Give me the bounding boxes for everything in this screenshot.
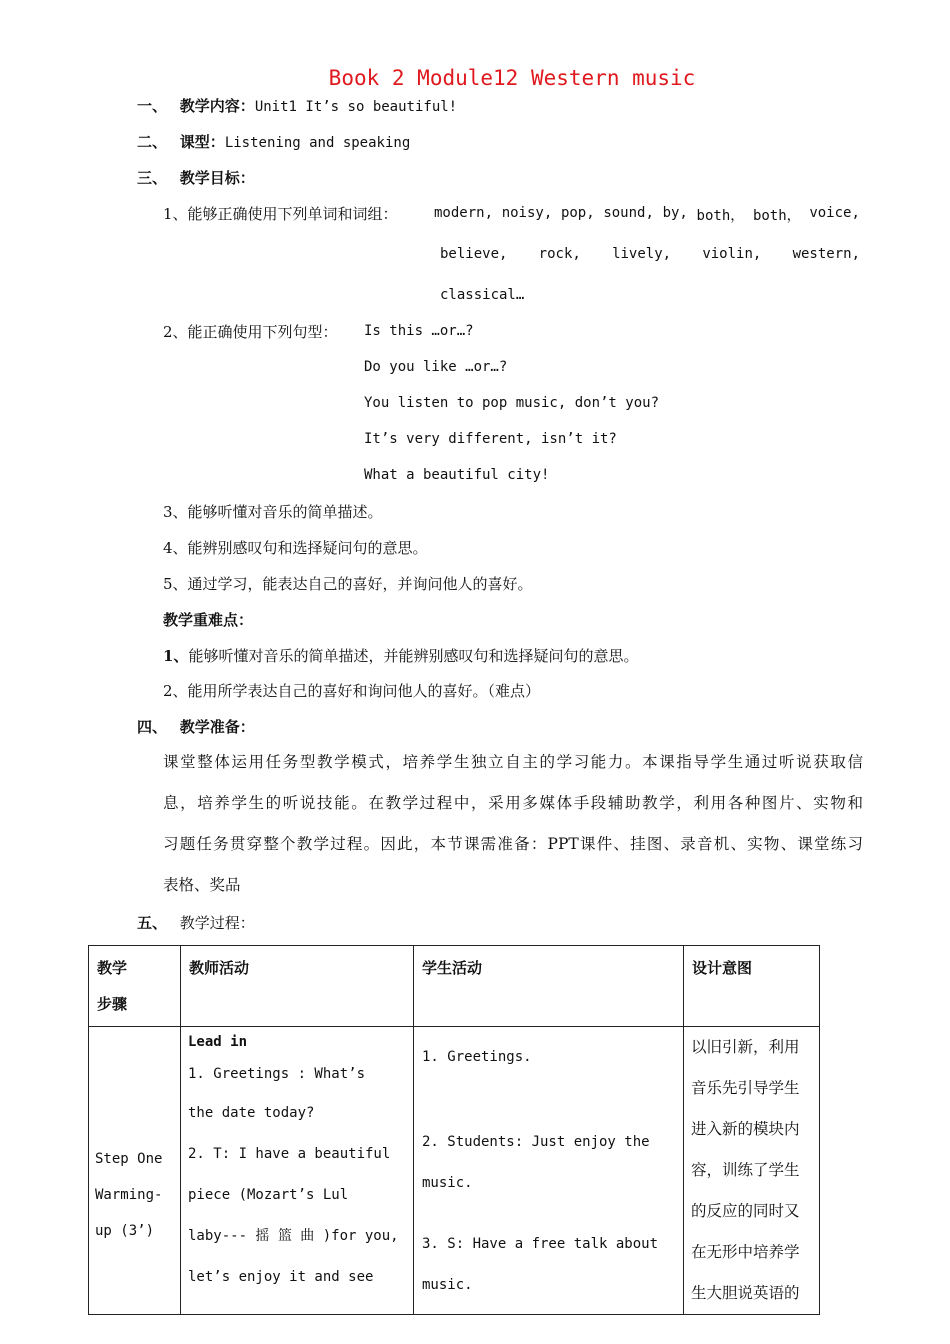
section-number: 五、 (137, 914, 168, 932)
section-5 (137, 913, 255, 933)
vocab-word: believe, (440, 246, 508, 262)
student-line: 3. S: Have a free talk about (422, 1236, 659, 1252)
section-1 (137, 96, 457, 117)
header-step-line: 教学 (97, 959, 128, 977)
sentence-pattern: You listen to pop music, don’t you? (364, 395, 660, 411)
process-table (88, 945, 820, 1315)
section-label: 教学内容： (179, 97, 255, 115)
teacher-title: Lead in (188, 1034, 248, 1050)
vocab-line-2 (440, 246, 860, 262)
goal-3: 3、能够听懂对音乐的简单描述。 (163, 503, 383, 521)
section-4 (137, 717, 255, 737)
goal-4: 4、能辨别感叹句和选择疑问句的意思。 (163, 539, 428, 557)
vocab-word: noisy, (501, 205, 553, 221)
section-2 (137, 132, 410, 153)
teacher-cell (181, 1027, 414, 1315)
goal-1-text: 1、能够正确使用下列单词和词组： (163, 205, 398, 223)
teacher-line: 1. Greetings : What’s (188, 1066, 366, 1082)
header-teacher: 教师活动 (181, 946, 414, 1027)
vocab-line-1 (434, 205, 860, 225)
prep-paragraph (163, 742, 863, 906)
keypoints-title: 教学重难点： (163, 611, 254, 629)
design-line: 进入新的模块内 (691, 1120, 800, 1138)
student-line: music. (422, 1175, 473, 1191)
vocab-word: pop, (560, 205, 595, 221)
vocab-word: lively, (612, 246, 672, 262)
design-line: 容，训练了学生 (691, 1161, 800, 1179)
vocab-line-3: classical… (440, 287, 525, 303)
sentence-pattern: It’s very different, isn’t it? (364, 431, 617, 447)
design-line: 在无形中培养学 (691, 1243, 800, 1261)
vocab-word: voice, (809, 205, 860, 221)
teacher-line: laby--- 摇 篮 曲 )for you, (188, 1228, 399, 1244)
vocab-word: rock, (538, 246, 581, 262)
step-cell (89, 1027, 181, 1315)
sentence-pattern: What a beautiful city! (364, 467, 550, 483)
design-cell (684, 1027, 820, 1315)
keypoint-text: 能够听懂对音乐的简单描述，并能辨别感叹句和选择疑问句的意思。 (188, 647, 639, 665)
section-label: 教学目标： (179, 169, 255, 187)
step-line: Warming- (95, 1187, 163, 1203)
goal-5: 5、通过学习，能表达自己的喜好，并询问他人的喜好。 (163, 575, 533, 593)
step-line: Step One (95, 1151, 163, 1167)
section-label: 课型： (179, 133, 225, 151)
vocab-word: modern, (434, 205, 494, 221)
teacher-line: 2. T: I have a beautiful (188, 1146, 391, 1162)
student-cell (414, 1027, 684, 1315)
section-value: Unit1 It’s so beautiful! (254, 99, 458, 115)
teacher-line: let’s enjoy it and see (188, 1269, 374, 1285)
design-line: 的反应的同时又 (691, 1202, 800, 1220)
vocab-word: both， (752, 208, 801, 224)
header-step-line: 步骤 (97, 995, 128, 1013)
prep-line: 课堂整体运用任务型教学模式，培养学生独立自主的学习能力。本课指导学生通过听说获取信 (163, 753, 863, 771)
sentence-pattern: Do you like …or…? (364, 359, 508, 375)
section-number: 一、 (137, 97, 168, 115)
student-line: music. (422, 1277, 473, 1293)
section-value: Listening and speaking (224, 135, 411, 151)
goal-2-text: 2、能正确使用下列句型： (163, 323, 338, 341)
section-number: 二、 (137, 133, 168, 151)
section-number: 三、 (137, 169, 168, 187)
header-student: 学生活动 (414, 946, 684, 1027)
design-line: 音乐先引导学生 (691, 1079, 800, 1097)
design-line: 以旧引新，利用 (691, 1038, 800, 1056)
section-3 (137, 168, 255, 188)
section-label: 教学准备： (179, 718, 255, 736)
keypoint-2: 2、能用所学表达自己的喜好和询问他人的喜好。（难点） (163, 682, 541, 700)
teacher-line: the date today? (188, 1105, 315, 1121)
prep-line: 息，培养学生的听说技能。在教学过程中，采用多媒体手段辅助教学，利用各种图片、实物和 (163, 794, 863, 812)
vocab-word: violin, (702, 246, 762, 262)
vocab-word: western, (792, 246, 860, 262)
design-line: 生大胆说英语的 (691, 1284, 800, 1302)
sentence-pattern: Is this …or…? (364, 323, 474, 339)
section-number: 四、 (137, 718, 168, 736)
student-line: 1. Greetings. (422, 1049, 532, 1065)
vocab-word: sound, (603, 205, 654, 221)
table-row (89, 1027, 820, 1315)
step-line: up (3’) (95, 1223, 155, 1239)
section-label: 教学过程： (179, 914, 255, 932)
header-design: 设计意图 (684, 946, 820, 1027)
keypoint-number: 1、 (163, 647, 189, 665)
page-title: Book 2 Module12 Western music (328, 66, 696, 90)
vocab-word: both， (696, 208, 745, 224)
header-step (89, 946, 181, 1027)
vocab-word: by, (662, 205, 688, 221)
student-line: 2. Students: Just enjoy the (422, 1134, 650, 1150)
prep-line: 习题任务贯穿整个教学过程。因此，本节课需准备：PPT课件、挂图、录音机、实物、课堂练习 (163, 835, 863, 853)
teacher-line: piece (Mozart’s Lul (188, 1187, 349, 1203)
table-header-row (89, 946, 820, 1027)
keypoint-1 (163, 646, 638, 666)
prep-line: 表格、奖品 (163, 876, 241, 894)
